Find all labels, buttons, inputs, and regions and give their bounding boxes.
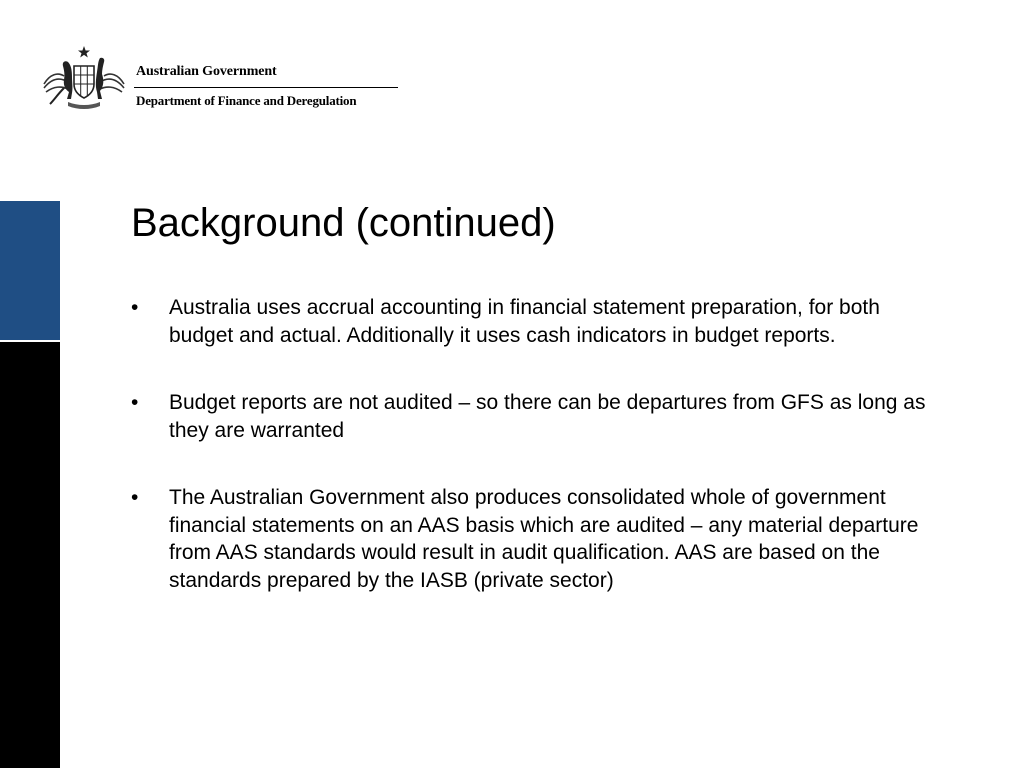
bullet-text: Budget reports are not audited – so there can be departures from GFS as long as they are warranted	[169, 391, 926, 442]
bullet-list	[131, 294, 941, 634]
department-name: Department of Finance and Deregulation	[136, 93, 357, 108]
government-name: Australian Government	[136, 64, 277, 79]
bullet-text: The Australian Government also produces consolidated whole of government financial statements on an AAS basis which are audited – any material departure from AAS standards would result in audit qualification. AAS are based on the standards prepared by the IASB (private sector)	[169, 486, 919, 592]
left-accent-bar-blue	[0, 201, 60, 340]
coat-of-arms-icon	[38, 44, 130, 114]
list-item	[131, 294, 941, 349]
list-item	[131, 484, 941, 594]
bullet-marker: •	[131, 391, 139, 414]
bullet-marker: •	[131, 296, 139, 319]
list-item	[131, 389, 941, 444]
bullet-text: Australia uses accrual accounting in financial statement preparation, for both budget and actual. Additionally it uses cash indicators in budget reports.	[169, 296, 880, 347]
left-accent-bar-black	[0, 342, 60, 768]
slide-title: Background (continued)	[131, 201, 556, 245]
bullet-marker: •	[131, 486, 139, 509]
header-divider	[134, 87, 398, 88]
